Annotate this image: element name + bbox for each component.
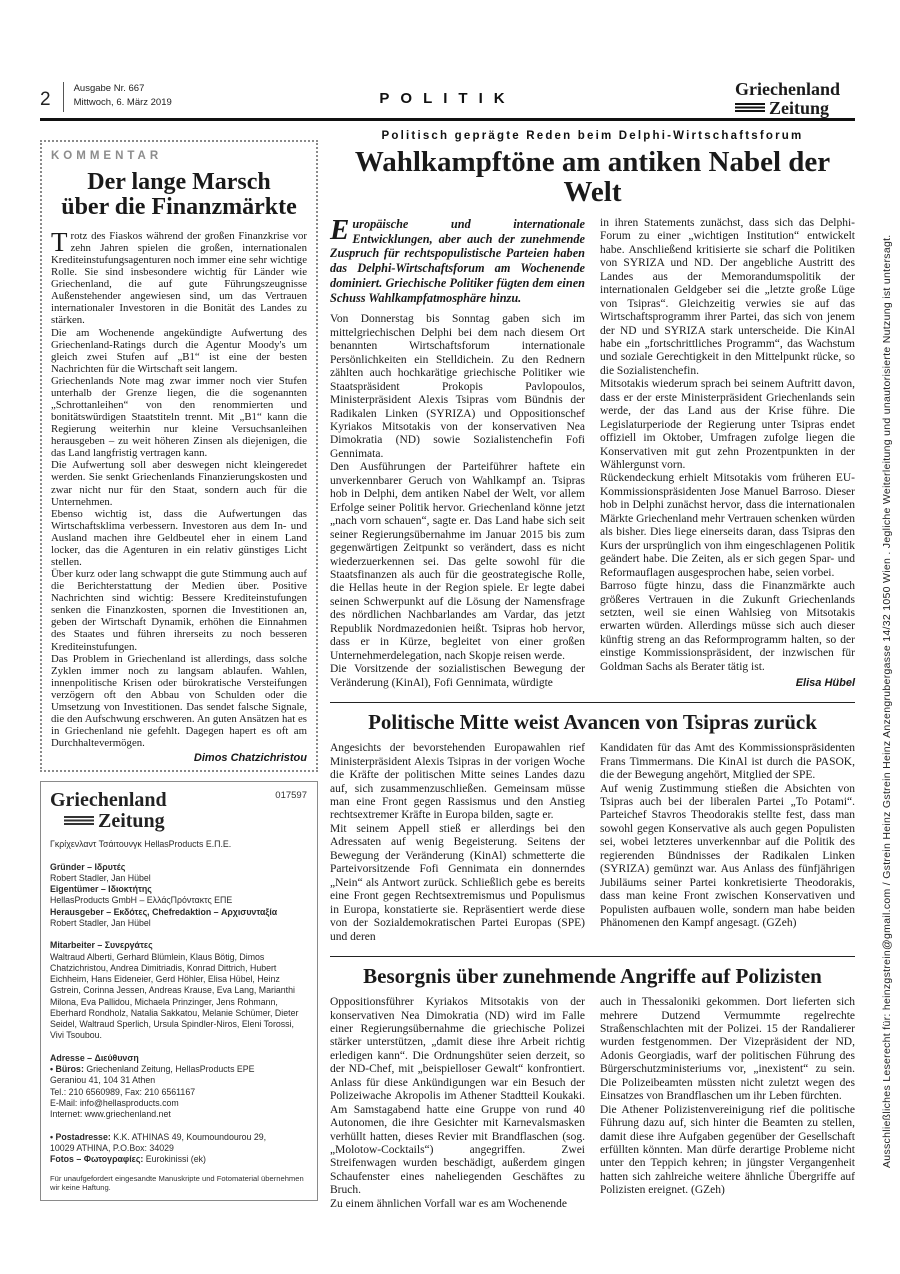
main-article (330, 130, 855, 690)
article-paragraph: Die Vorsitzende der sozialistischen Bewegung der Veränderung (KinAl), Fofi Gennimata, würdigte (330, 663, 585, 689)
article-paragraph: Barroso fügte hinzu, dass die Finanzmärkte auch größeres Vertrauen in die Zukunft Griechenlands setzten, weil sie einen Wahlsieg von Mitsotakis erwarten würden. Allerdings müsse sich auch dieser künftig streng an das Reformprogramm halten, so der einstige Kommissionspräsident, der inzwischen für Goldman Sachs als Berater tätig ist. (600, 580, 855, 673)
article2-headline: Politische Mitte weist Avancen von Tsipras zurück (368, 710, 817, 735)
article3-headline: Besorgnis über zunehmende Angriffe auf Polizisten (363, 963, 822, 988)
impressum-disclaimer: Für unaufgefordert eingesandte Manuskripte und Fotomaterial übernehmen wir keine Haftung. (50, 1174, 304, 1193)
kommentar-author: Dimos Chatzichristou (193, 752, 307, 765)
impressum-lines (50, 839, 308, 1165)
impressum-line (50, 929, 308, 940)
article3-col1 (330, 996, 585, 1211)
article-paragraph: Kandidaten für das Amt des Kommissionspräsidenten Frans Timmermans. Die KinAl ist durch die PASOK, die der Bewegung angehört, Mitglied der SPE. (600, 742, 855, 782)
article-paragraph: Rückendeckung erhielt Mitsotakis vom früheren EU-Kommissionspräsidenten Jose Manuel Barroso. Dieser hob in Delphi zunächst hervor, dass die internationalen Märkte Griechenland mehr Vertrauen schenken würden als bisher. Dies liege einerseits daran, dass Tsipras den Kurs der ursprünglich von ihm eingeschlagenen Politik geändert habe. Die Zeiten, als er sich gegen Spar- und Reformauflagen ausgesprochen habe, seien vorbei. (600, 472, 855, 579)
article-divider-2 (330, 956, 855, 957)
impressum-line: E-Mail: info@hellasproducts.com (50, 1097, 179, 1108)
impressum-line: • Büros: Griechenland Zeitung, HellasProducts EPE (50, 1064, 255, 1075)
impressum-line: Gründer – Ιδρυτές (50, 861, 126, 872)
impressum-line: Mitarbeiter – Συνεργάτες (50, 940, 153, 951)
impressum-logo: Griechenland Zeitung (50, 789, 167, 833)
impressum-line: Internet: www.griechenland.net (50, 1109, 171, 1120)
impressum-line: Adresse – Διεύθυνση (50, 1052, 139, 1063)
article-paragraph: Mitsotakis wiederum sprach bei seinem Auftritt davon, dass er der erste Ministerpräsident Griechenlands sein werde, der das Land aus der Krise führe. Die Legislaturperiode der Regierung unter Tsipras endet offiziell im Oktober, Umfragen zufolge liegen die Konservativen mit gut zehn Prozentpunkten in der Wählergunst vorn. (600, 378, 855, 472)
left-column (40, 140, 318, 1201)
kommentar-paragraph: Die am Wochenende angekündigte Aufwertung des Griechenland-Ratings durch die Agentur Moody's um gleich zwei Stufen auf „B1“ ist eine der besten Nachrichten für die Wirtschaft seit langem. (51, 326, 307, 375)
impressum-code: 017597 (275, 790, 307, 802)
main-article-author: Elisa Hübel (795, 677, 855, 690)
kommentar-title: Der lange Marsch über die Finanzmärkte (61, 169, 297, 221)
kommentar-paragraph: Das Problem in Griechenland ist allerdings, dass solche Zyklen immer noch zu langsam ablaufen. Wahlen, innenpolitische Krisen oder bürokratische Versteifungen verzögern oft den Abbau von Schulden oder die Umsetzung von Investitionen. Das sendet falsche Signale, die den Aufschwung erschweren. An guten Ansätzen hat es in Griechenland nie gefehlt. Dagegen hapert es oft am Durchhaltevermögen. (51, 652, 307, 750)
main-headline: Wahlkampftöne am antiken Nabel der Welt (354, 146, 831, 209)
article-lead: Europäische und internationale Entwicklungen, aber auch der zunehmende Zuspruch für rechtspopulistische Parteien haben das Delphi-Wirtschaftsforum am Wochenende dominiert. Griechische Politiker fügten dem einen Schuss Wahlkampfatmosphäre hinzu. (330, 213, 585, 305)
kommentar-dropcap: T (51, 226, 68, 257)
kommentar-paragraphs (51, 327, 307, 750)
article-paragraph: in ihren Statements zunächst, dass sich das Delphi-Forum zu einer „wichtigen Institution“ entwickelt habe. Anschließend kritisierte sie scharf die Politiken von SYRIZA und ND. Der angebliche Austritt des Landes aus der Memorandumspolitik der internationalen Geldgeber sei die „letzte große Lüge von Tsipras“. Gleichzeitig verwies sie auf das Wirtschaftsprogramm ihrer Partei, das sich von jenem der ND und SYRIZA stark unterscheide. Die KinAl habe ein „fortschrittliches Programm“, das Wachstum und soziale Gerechtigkeit in den Mittelpunkt rücke, so die Sozialistenchefin. (600, 216, 855, 377)
kommentar-box (40, 140, 318, 772)
kommentar-body (51, 226, 307, 750)
kommentar-first-paragraph: Trotz des Fiaskos während der großen Finanzkrise vor zehn Jahren spielen die großen, internationalen Krediteinstufungsagenturen noch immer eine sehr wichtige Rolle. Sie sind insbesondere wichtig für Länder wie Griechenland, die auf gute Führungszeugnisse Außenstehender angewiesen sind, um das Vertrauen internationaler Investoren in die Bonität des Landes zu stärken. (51, 226, 307, 327)
article-paragraph: Mit seinem Appell stieß er allerdings bei den Adressaten auf wenig Begeisterung. Seitens der Bewegung der Veränderung (KinAl) schmetterte die Parteivorsitzende Fofi Gennimata ein donnerndes „Nein“ als Antwort zurück. Schließlich gebe es bereits eine Front gegen Rechtsextremismus und Populismus in Europa, konstatierte sie. Repräsentiert werde diese von der Sozialdemokratischen Partei Europas (SPE) und deren (330, 822, 585, 943)
impressum-line: Geraniou 41, 104 31 Athen (50, 1075, 156, 1086)
kommentar-paragraph: Ebenso wichtig ist, dass die Aufwertungen das Wirtschaftsklima verbessern. Investoren aus dem In- und Ausland machen ihre Geldbeutel eher in einem Land locker, das die Agenturen in ein relativ günstiges Licht stellen. (51, 507, 307, 568)
article-paragraph: Zu einem ähnlichen Vorfall war es am Wochenende (330, 1197, 567, 1210)
article-3 (330, 965, 855, 1211)
impressum-line: 10029 ATHINA, P.O.Box: 34029 (50, 1142, 174, 1153)
article-2 (330, 711, 855, 944)
section-title: POLITIK (379, 90, 516, 107)
article3-col1-paragraphs (330, 996, 585, 1211)
issue-date: Mittwoch, 6. März 2019 (73, 96, 172, 108)
impressum-line: Γκρίχενλαντ Τσάιτουνγκ HellasProducts Ε.Π.Ε. (50, 839, 232, 850)
impressum-line: Waltraud Alberti, Gerhard Blümlein, Klaus Bötig, Dimos Chatzichristou, Andrea Dimitriadis, Konrad Dittrich, Hubert Eichheim, Hans Eideneier, Gerd Höhler, Elisa Hübel, Heinz Gstrein, Corinna Jessen, Andreas Krause, Eva Lang, Marianthi Milona, Eva Pallidou, Michaela Prinzinger, Jens Rohmann, Eberhard Rondholz, Natalia Sakkatou, Melanie Schümer, Dieter Seidel, Waltraud Sperlich, Ursula Spindler-Niros, Eleni Torossi, Vivi Tsoubou. (50, 951, 299, 1041)
kommentar-paragraph: Die Aufwertung soll aber deswegen nicht kleingeredet werden. Sie senkt Griechenlands Finanzierungskosten und zwar nicht nur für den Staat, sondern auch für die Unternehmen. (51, 459, 307, 508)
brand-lines-icon (735, 103, 765, 113)
page-number: 2 (40, 89, 51, 110)
main-article-col2 (600, 217, 855, 690)
article-paragraph: Angesichts der bevorstehenden Europawahlen rief Ministerpräsident Alexis Tsipras in der vorigen Woche die Kräfte der politischen Mitte seines Landes dazu auf, sich zusammenzuschließen. Gemeinsam müsse man eine Front gegen Rassismus und den Anstieg rechtsextremer Kräfte in Europa bilden, sagte er. (330, 742, 585, 822)
main-col2-paragraphs (600, 217, 855, 674)
articles-column (330, 130, 855, 1211)
impressum-line: Eigentümer – Ιδιοκτήτης (50, 884, 152, 895)
impressum-line (50, 1042, 308, 1053)
issue-number: Ausgabe Nr. 667 (73, 83, 145, 94)
article2-col1-paragraphs (330, 742, 585, 944)
brand-name-bottom: Zeitung (769, 98, 830, 118)
kommentar-paragraph: Griechenlands Note mag zwar immer noch vier Stufen unterhalb der Grenze liegen, die die sogenannten „Schrottanleihen“ von den renommierten und bonitätswürdigen Staatstiteln trennt. Mit „B1“ kann die Regierung weiterhin nur kleine Versuchsanleihen herausgeben – zu weit höheren Zinsen als diejenigen, die das Land langfristig vertragen kann. (51, 374, 307, 460)
article3-col2-paragraphs (600, 996, 855, 1198)
kommentar-paragraph: Über kurz oder lang schwappt die gute Stimmung auch auf die Berichterstattung der Medien über. Positive Nachrichten sind wichtig: Bessere Krediteinstufungen senken die Finanzkosten, spornen die Investitionen an, geben der Wirtschaft Dynamik, erhöhen die Einnahmen des Staates und führen ihrerseits zu noch besseren Krediteinstufungen. (51, 568, 307, 653)
impressum-line: HellasProducts GmbH – ΕλλάςΠρόντακτς ΕΠΕ (50, 895, 233, 906)
impressum-lines-icon (64, 816, 94, 826)
article2-col2 (600, 742, 855, 944)
article-paragraph: Den Ausführungen der Parteiführer haftete ein unverkennbarer Geruch von Wahlkampf an. Tsipras hob in Delphi, dem antiken Nabel der Welt, vor allem Erfolge seiner Politik hervor. Griechenland könne jetzt „nach vorn schauen“, sagte er. Das Land habe sich seit seiner Regierungsübernahme im Januar 2015 bis zum gegenwärtigen Zeitpunkt so verändert, dass es nicht wiederzuerkennen sei. Das gelte sowohl für die Staatsfinanzen als auch für die geostrategische Rolle, die Hellas heute in der Region spiele. Er legte dabei seinen Schwerpunkt auf die Lösung der Namensfrage des nördlichen Nachbarlandes am Vardar, das jetzt Republik Nordmazedonien heißt. Tsipras hob hervor, dass er in Kürze, begleitet von einer großen Unternehmerdelegation, nach Skopje reisen werde. (330, 461, 585, 662)
main-col1-paragraphs (330, 313, 585, 690)
impressum-line (50, 850, 308, 861)
impressum-line (50, 1120, 308, 1131)
article-paragraph: Oppositionsführer Kyriakos Mitsotakis von der konservativen Nea Dimokratia (ND) wird im Falle einer Regierungsübernahme die griechische Polizei stärker unterstützen, „damit diese ihre Arbeit richtig erledigen kann“. Die Ordnungshüter seien derzeit, so der ND-Chef, mit „beispielloser Gewalt“ konfrontiert. Anlass für diese Ankündigungen war ein Besuch der Polizeiwache Akropolis im Athener Stadtteil Koukaki. Am Samstagabend hatte eine Gruppe von rund 40 Autonomen, die ihre Gesichter mit Karnevalsmasken verhüllt hatten, dieses Revier mit Brandflaschen (sog. „Molotow-Cocktails“) angegriffen. Zwei Streifenwagen wurden beschädigt, außerdem gingen Schaufenster eines naheliegenden Geschäftes zu Bruch. (330, 996, 585, 1197)
article-paragraph: Die Athener Polizistenvereinigung rief die politische Führung dazu auf, sich hinter die Beamten zu stellen, damit diese ihre Aufgaben gegenüber der Gesellschaft erfüllten könnten. Man dürfe derartige Probleme nicht unter den Teppich kehren; in jüngster Vergangenheit hatten sich zahlreiche weitere ähnliche Übergriffe auf Polizisten ereignet. (GZeh) (600, 1103, 855, 1197)
impressum-line: • Postadresse: K.K. ATHINAS 49, Koumoundourou 29, (50, 1131, 267, 1142)
lead-dropcap: E (330, 213, 350, 246)
article2-col1 (330, 742, 585, 944)
article-kicker: Politisch geprägte Reden beim Delphi-Wirtschaftsforum (381, 130, 804, 142)
impressum-box (40, 781, 318, 1201)
impressum-line: Robert Stadler, Jan Hübel (50, 872, 151, 883)
header-rule (40, 118, 855, 121)
main-article-col1 (330, 213, 585, 690)
article-divider-1 (330, 702, 855, 703)
article-paragraph: Von Donnerstag bis Sonntag gaben sich im mittelgriechischen Delphi bei dem nach diesem Ort benannten Wirtschaftsforum internationale Persönlichkeiten ein Stelldichein. Zu den Rednern zählten auch hochkarätige griechische Politiker wie Staatspräsident Prokopis Pavlopoulos, Ministerpräsident Alexis Tsipras vom Bündnis der Radikalen Linken (SYRIZA) und Oppositionschef Kyriakos Mitsotakis von der konservativen Nea Dimokratia (ND) sowie Sozialistenchefin Fofi Gennimata. (330, 313, 585, 460)
impressum-line: Robert Stadler, Jan Hübel (50, 917, 151, 928)
page-header (40, 80, 855, 116)
impressum-line: Herausgeber – Εκδότες, Chefredaktion – Αρχισυνταξία (50, 906, 278, 917)
brand-name-top: Griechenland (735, 79, 841, 99)
article3-col2 (600, 996, 855, 1211)
kommentar-label: KOMMENTAR (51, 150, 163, 162)
impressum-line: Tel.: 210 6560989, Fax: 210 6561167 (50, 1086, 196, 1097)
article2-col2-paragraphs (600, 742, 855, 930)
impressum-line: Fotos – Φωτογραφίες: Eurokinissi (ek) (50, 1154, 206, 1165)
article-paragraph: auch in Thessaloniki gekommen. Dort lieferten sich mehrere Dutzend Vermummte regelrechte Straßenschlachten mit der Polizei. 15 der Randalierer wurden festgenommen. Der Vizepräsident der ND, Adonis Georgiadis, warf der politischen Führung des Bürgerschutzministeriums vor, „inexistent“ zu sein. Die Polizeibeamten müssten nicht zuletzt wegen des Einsatzes von Brandflaschen um ihr Leben fürchten. (600, 996, 855, 1103)
article-paragraph: Auf wenig Zustimmung stießen die Absichten von Tsipras auch bei der liberalen Partei „To Potami“. Parteichef Stavros Theodorakis stellte fest, dass man sowohl gegen Konservative als auch gegen Populisten sei, wobei letzteres unverkennbar auf die Politik des regierenden Bündnisses der Radikalen Linken (SYRIZA) gemünzt war. Aus Anlass des fünfjährigen Jubiläums seiner Partei konkretisierte Theodorakis, dass man keine Front zwischen Konservativen und Populisten aufbauen wolle, sondern man habe beiden Phänomenen den Kampf angesagt. (GZeh) (600, 782, 855, 930)
vertical-copyright-note: Ausschließliches Leserecht für: heinzgstrein@gmail.com / Gstrein Heinz Gstrein Heinz Anzengrubergasse 14/32 1050 Wien . Jegliche Weiterleitung und unautorisierte Nutzung ist untersagt. (881, 234, 893, 1168)
brand-logo (735, 80, 855, 117)
